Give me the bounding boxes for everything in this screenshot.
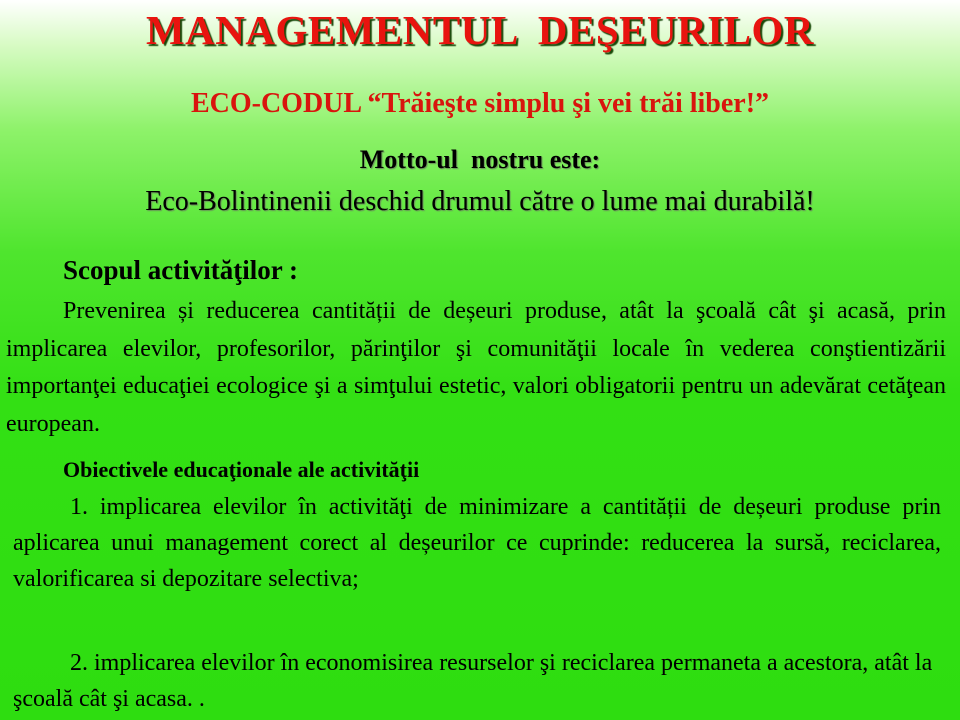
objectives-heading: Obiectivele educaţionale ale activităţii bbox=[63, 457, 420, 482]
scope-heading: Scopul activităţilor : bbox=[63, 255, 298, 285]
page-title: MANAGEMENTUL DEŞEURILOR bbox=[145, 7, 815, 53]
objective-item-2: 2. implicarea elevilor în economisirea resurselor şi reciclarea permaneta a acestora, atât la şcoală cât şi acasa. . bbox=[13, 650, 933, 712]
scope-paragraph: Prevenirea și reducerea cantității de deșeuri produse, atât la şcoală cât şi acasă, prin implicarea elevilor, profesorilor, părinţilor şi comunităţii locale în vederea conştientizării importanţei educaţiei ecologice şi a simţului estetic, valori obligatorii pentru un adevărat cetăţean european. bbox=[6, 298, 946, 437]
objective-item-1: 1. implicarea elevilor în activităţi de minimizare a cantității de deșeuri produse prin aplicarea unui management corect al deșeurilor ce cuprinde: reducerea la sursă, reciclarea, valorificarea si depozitare selectiva; bbox=[13, 494, 941, 592]
eco-code-subtitle: ECO-CODUL “Trăieşte simplu şi vei trăi liber!” bbox=[190, 88, 770, 119]
motto-text: Eco-Bolintinenii deschid drumul către o lume mai durabilă! bbox=[145, 186, 815, 217]
motto-heading: Motto-ul nostru este: bbox=[359, 145, 601, 174]
